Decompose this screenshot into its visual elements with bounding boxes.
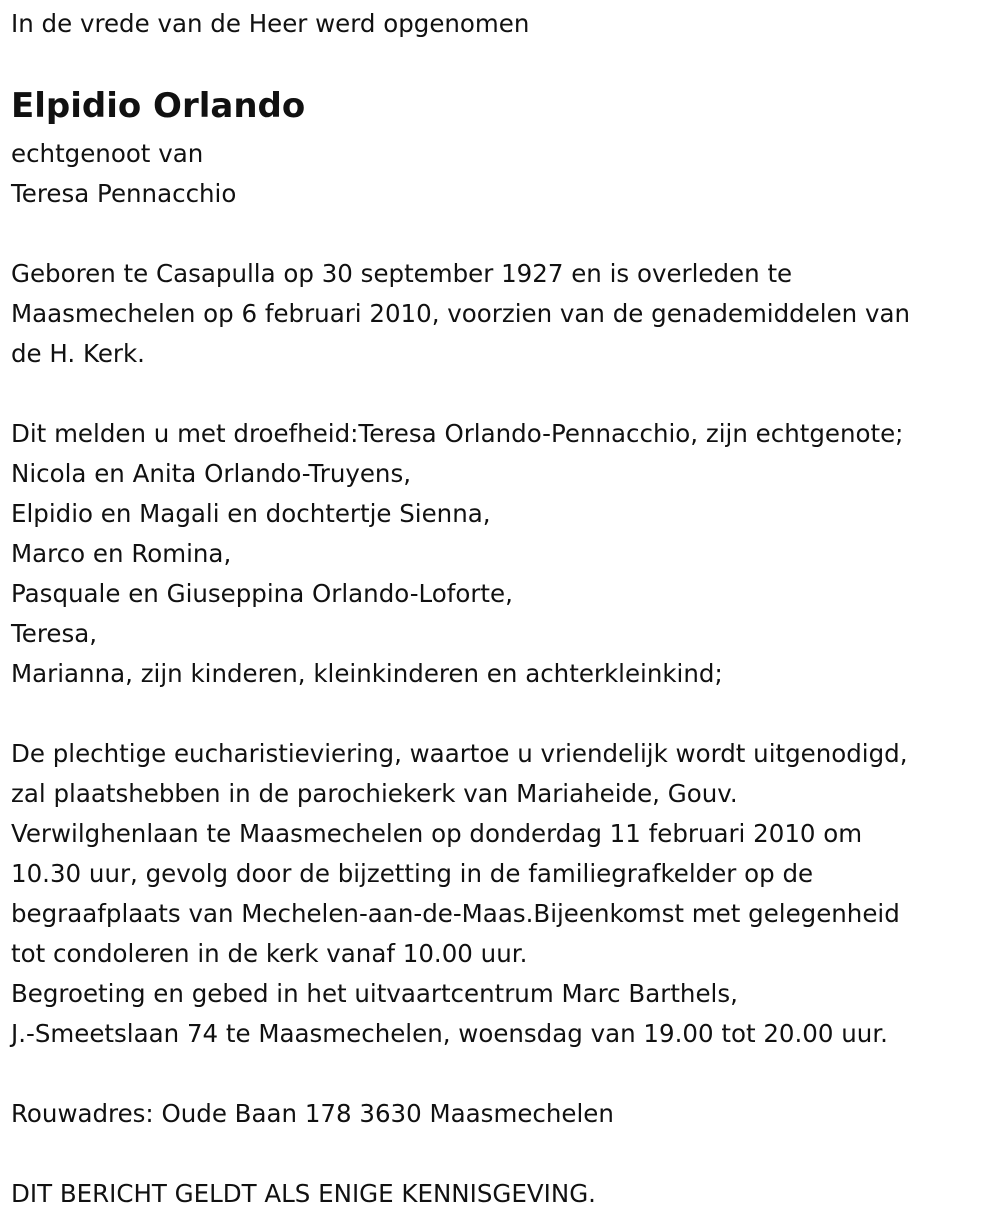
family-line: Elpidio en Magali en dochtertje Sienna,: [11, 499, 491, 528]
mourning-address: [11, 1094, 614, 1134]
notice-line: DIT BERICHT GELDT ALS ENIGE KENNISGEVING.: [11, 1179, 596, 1208]
ceremony-line: De plechtige eucharistieviering, waartoe u vriendelijk wordt uitgenodigd,: [11, 739, 908, 768]
family-paragraph: [11, 414, 903, 694]
family-line: Nicola en Anita Orlando-Truyens,: [11, 459, 412, 488]
ceremony-paragraph: [11, 734, 908, 1054]
paragraph-line: Geboren te Casapulla op 30 september 1927 en is overleden te: [11, 259, 793, 288]
ceremony-line: begraafplaats van Mechelen-aan-de-Maas.Bijeenkomst met gelegenheid: [11, 899, 900, 928]
paragraph-line: de H. Kerk.: [11, 339, 145, 368]
birth-death-paragraph: [11, 254, 910, 374]
family-line: Teresa,: [11, 619, 98, 648]
deceased-name: Elpidio Orlando: [11, 86, 306, 126]
ceremony-line: Begroeting en gebed in het uitvaartcentrum Marc Barthels,: [11, 979, 738, 1008]
spouse-line: Teresa Pennacchio: [11, 179, 237, 208]
family-line: Marco en Romina,: [11, 539, 232, 568]
spouse-section: [11, 134, 236, 214]
intro-text: In de vrede van de Heer werd opgenomen: [11, 9, 530, 38]
address-line: Rouwadres: Oude Baan 178 3630 Maasmechelen: [11, 1099, 614, 1128]
family-line: Dit melden u met droefheid:Teresa Orlando-Pennacchio, zijn echtgenote;: [11, 419, 904, 448]
ceremony-line: Verwilghenlaan te Maasmechelen op donderdag 11 februari 2010 om: [11, 819, 863, 848]
ceremony-line: 10.30 uur, gevolg door de bijzetting in de familiegrafkelder op de: [11, 859, 814, 888]
family-line: Marianna, zijn kinderen, kleinkinderen en achterkleinkind;: [11, 659, 723, 688]
ceremony-line: J.-Smeetslaan 74 te Maasmechelen, woensdag van 19.00 tot 20.00 uur.: [11, 1019, 888, 1048]
ceremony-line: tot condoleren in de kerk vanaf 10.00 uur.: [11, 939, 528, 968]
family-line: Pasquale en Giuseppina Orlando-Loforte,: [11, 579, 513, 608]
ceremony-line: zal plaatshebben in de parochiekerk van Mariaheide, Gouv.: [11, 779, 738, 808]
paragraph-line: Maasmechelen op 6 februari 2010, voorzien van de genademiddelen van: [11, 299, 911, 328]
spouse-line: echtgenoot van: [11, 139, 204, 168]
notice-statement: [11, 1174, 596, 1214]
